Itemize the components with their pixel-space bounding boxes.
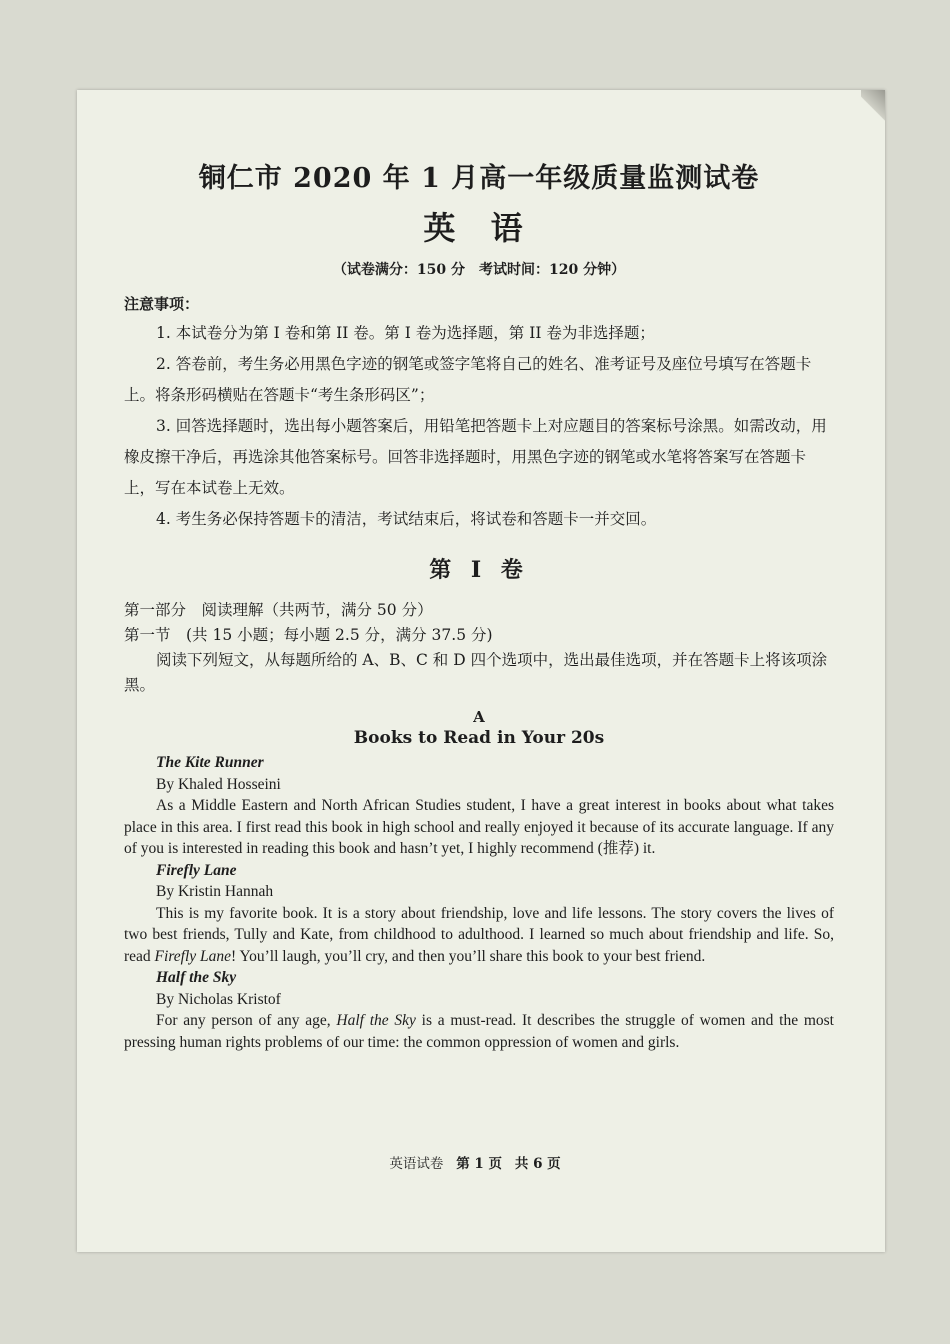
book-author: By Nicholas Kristof: [156, 990, 281, 1008]
book-description: [124, 1010, 834, 1053]
footer-label: 英语试卷: [389, 1156, 444, 1172]
book-text: This is my favorite book. It is a story about friendship, love and life lessons. The story covers the lives of two best friends, Tully and Kate, from childhood to adulthood. I learned so much about friendship and life. So, read: [124, 904, 834, 965]
exam-title: 铜仁市 2020 年 1 月高一年级质量监测试卷: [198, 163, 760, 194]
page-corner-fold: [861, 90, 885, 126]
footer-page: 第 1 页: [456, 1156, 502, 1172]
book-text-italic: Half the Sky: [336, 1012, 416, 1029]
notice-heading: 注意事项：: [124, 295, 200, 313]
notice-item: 1. 本试卷分为第 I 卷和第 II 卷。第 I 卷为选择题，第 II 卷为非选择题；: [156, 324, 655, 342]
exam-meta: （试卷满分：150 分 考试时间：120 分钟）: [332, 262, 626, 278]
footer-total: 共 6 页: [514, 1156, 561, 1172]
book-title: The Kite Runner: [156, 754, 264, 771]
exam-subject: 英 语: [423, 209, 535, 247]
book-text: ! You’ll laugh, you’ll cry, and then you’ll share this book to your best friend.: [231, 947, 706, 965]
book-entry: [124, 967, 834, 1053]
notice-item: 4. 考生务必保持答题卡的清洁，考试结束后，将试卷和答题卡一并交回。: [156, 510, 657, 528]
book-title: Firefly Lane: [156, 861, 237, 879]
book-description: [124, 903, 834, 968]
page-content: [124, 156, 834, 1053]
notice-block: [124, 293, 834, 535]
page-footer: [0, 1152, 950, 1172]
book-text: For any person of any age,: [156, 1012, 337, 1029]
book-description: As a Middle Eastern and North African Studies student, I have a great interest in books about what takes place in this area. I first read this book in high school and really enjoyed it because of its accurate language. If any of you is interested in reading this book and hasn’t yet, I highly recommend (推荐) it.: [124, 797, 834, 857]
subsection-title: 第一节 (共 15 小题；每小题 2.5 分，满分 37.5 分): [124, 626, 493, 644]
book-text-italic: Firefly Lane: [154, 947, 232, 965]
book-title: Half the Sky: [156, 969, 237, 986]
book-entry: [124, 860, 834, 968]
reading-instruction: 阅读下列短文，从每题所给的 A、B、C 和 D 四个选项中，选出最佳选项，并在答题卡上将该项涂黑。: [124, 651, 828, 694]
notice-item: 2. 答卷前，考生务必用黑色字迹的钢笔或签字笔将自己的姓名、准考证号及座位号填写在答题卡上。将条形码横贴在答题卡“考生条形码区”；: [124, 355, 812, 404]
part-one-title: 第 I 卷: [429, 557, 529, 583]
book-text: is a must-read. It describes the struggle of women and the most pressing human rights problems of our time: the common oppression of women and girls.: [124, 1012, 834, 1051]
section-title: 第一部分 阅读理解（共两节，满分 50 分）: [124, 601, 433, 619]
notice-item: 3. 回答选择题时，选出每小题答案后，用铅笔把答题卡上对应题目的答案标号涂黑。如需改动，用橡皮擦干净后，再选涂其他答案标号。回答非选择题时，用黑色字迹的钢笔或水笔将答案写在答题卡上，写在本试卷上无效。: [124, 417, 827, 497]
book-author: By Khaled Hosseini: [156, 775, 281, 793]
passage-title: Books to Read in Your 20s: [353, 728, 605, 748]
passage-letter: A: [473, 708, 485, 726]
book-author: By Kristin Hannah: [156, 883, 274, 900]
book-entry: [124, 752, 834, 860]
